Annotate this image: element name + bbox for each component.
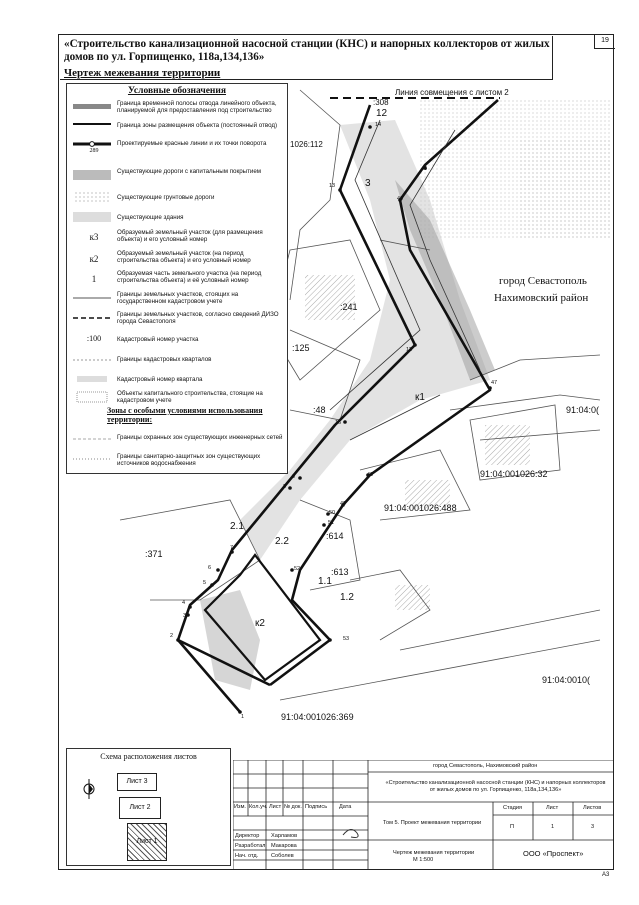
parcel-label: :241 — [340, 302, 358, 312]
point-label: 3 — [183, 613, 187, 619]
point-label: 13 — [329, 183, 336, 189]
legend-item: Образуемая часть земельного участка (на период строительства объекта) и её условный номер — [117, 270, 262, 284]
stamp-role: Разработал — [235, 843, 266, 849]
stamp-name: Макарова — [271, 843, 297, 849]
schema-sheet-1: Лист 1 — [127, 823, 167, 861]
dotted-area — [520, 140, 610, 240]
drawing-subtitle: Чертеж межевания территории — [64, 67, 221, 79]
stamp-stage: П — [510, 824, 515, 830]
parcel-label: :48 — [313, 405, 326, 415]
paved-road-symbol — [73, 170, 111, 180]
quarter-label: 91:04:0( — [566, 405, 600, 415]
point-label: 46 — [397, 196, 404, 202]
legend-item: Образуемый земельный участок (для размещения объекта) и его условный номер — [117, 229, 263, 243]
legend-item: Граница зоны размещения объекта (постоянный отвод) — [117, 122, 278, 129]
point-label: 5 — [203, 580, 207, 586]
point-label: 50 — [329, 510, 336, 516]
drawing-title: «Строительство канализационной насосной станции (КНС) и напорных коллекторов от жилых домов по ул. Горпищенко, 118а,134,136» — [64, 38, 550, 63]
point-label: 9 — [292, 474, 296, 480]
stamp-sheets-header: Листов — [583, 805, 602, 811]
point-label: 14 — [375, 122, 382, 128]
zones-title: Зоны с особыми условиями использования территории: — [107, 406, 263, 424]
stamp-col-header: № док. — [284, 804, 302, 810]
legend-item: Граница временной полосы отвода линейного объекта, планируемой для предоставления под строительство — [117, 100, 277, 114]
parcel-label: 1.1 — [318, 576, 332, 587]
point-label: 47 — [491, 380, 498, 386]
legend-item: Границы кадастровых кварталов — [117, 356, 212, 363]
schema-sheet-3: Лист 3 — [117, 773, 157, 791]
stamp-name: Соболев — [271, 853, 294, 859]
legend-item: Границы земельных участков, стоящих на государственном кадастровом учете — [117, 291, 239, 305]
stamp-drawing: Чертеж межевания территории — [393, 850, 475, 856]
temp-strip-symbol — [73, 104, 111, 109]
parcel-label: к1 — [415, 392, 425, 403]
stamp-sheets: 3 — [591, 824, 595, 830]
legend-symbol-text: :100 — [86, 334, 102, 343]
legend-item: Образуемый земельный участок (на период строительства объекта) и его условный номер — [117, 250, 251, 264]
parcel-label: 2.2 — [275, 536, 289, 547]
schema-title: Схема расположения листов — [100, 752, 197, 761]
point-label: 16 — [335, 420, 342, 426]
dirt-road-symbol — [73, 192, 111, 202]
sheet-layout-schema — [66, 748, 231, 866]
title-block — [233, 760, 614, 870]
point-label: 12 — [406, 347, 413, 353]
stamp-stage-header: Стадия — [503, 805, 523, 811]
parcel-label: 1.2 — [340, 592, 354, 603]
parcel-label: 12 — [376, 108, 388, 119]
stamp-col-header: Изм. — [234, 804, 246, 810]
schema-sheet-2: Лист 2 — [119, 797, 161, 819]
point-label: 48 — [367, 472, 374, 478]
building — [485, 425, 530, 465]
alignment-label: Линия совмещения с листом 2 — [395, 88, 509, 97]
stamp-volume: Том 5. Проект межевания территории — [383, 820, 482, 826]
parcel-label: :614 — [326, 531, 344, 541]
legend-symbol-text: к2 — [89, 254, 99, 264]
point-label: 7 — [230, 545, 234, 551]
parcel-label: :125 — [292, 343, 310, 353]
point-label: 4 — [182, 600, 186, 606]
parcel-label: :308 — [373, 98, 389, 107]
legend-symbol-text: 1 — [91, 274, 97, 284]
sheet-number: 19 — [594, 34, 615, 49]
legend-item: Объекты капитального строительства, стоящие на кадастровом учете — [117, 390, 263, 404]
quarter-label: 91:04:001026:369 — [281, 712, 354, 722]
legend-item: Границы земельных участков, согласно сведений ДИЗО города Севастополя — [117, 311, 279, 325]
quarter-label: 91:04:001026:32 — [480, 469, 548, 479]
stamp-company: ООО «Проспект» — [523, 849, 584, 858]
point-label: 8 — [283, 484, 287, 490]
legend-symbol-text: к3 — [89, 232, 99, 242]
stamp-name: Харламов — [271, 833, 298, 839]
paper-format: А3 — [602, 872, 610, 878]
parcel-label: к2 — [255, 618, 265, 629]
legend-title: Условные обозначения — [127, 86, 227, 96]
stamp-role: Нач. отд. — [235, 853, 259, 859]
parcel-label: :371 — [145, 549, 163, 559]
quarter-label: 91:04:001026:488 — [384, 503, 457, 513]
point-label: 52 — [294, 566, 301, 572]
turn-point-symbol — [90, 142, 95, 147]
stamp-sheet-header: Лист — [546, 805, 559, 811]
parcel-label: 2.1 — [230, 521, 244, 532]
district-label: Нахимовский район — [494, 292, 589, 304]
stamp-project: «Строительство канализационной насосной станции (КНС) и напорных коллекторов от жилых домов по ул. Горпищенко, 118а,134,136» — [385, 780, 606, 793]
legend-zone-item: Границы санитарно-защитных зон существующих источников водоснабжения — [117, 453, 261, 467]
stamp-location: город Севастополь, Нахимовский район — [433, 763, 538, 769]
legend-item: Кадастровый номер квартала — [117, 376, 203, 383]
point-label: 45 — [421, 166, 428, 172]
stamp-role: Директор — [235, 833, 260, 839]
legend-item: Проектируемые красные линии и их точки поворота — [117, 140, 267, 147]
building — [395, 585, 430, 610]
point-label: 6 — [208, 565, 212, 571]
legend-zone-item: Границы охранных зон существующих инженерных сетей — [117, 434, 283, 441]
legend-item: Кадастровый номер участка — [117, 336, 199, 343]
parcel-label: 3 — [365, 178, 371, 189]
legend — [66, 83, 288, 474]
quarter-label: 91:04:0010( — [542, 675, 591, 685]
parcel-label: :613 — [331, 567, 349, 577]
parcel-label: 1026:112 — [290, 140, 323, 149]
capital-object-symbol — [77, 392, 107, 402]
point-label: 49 — [340, 501, 347, 507]
legend-item: Существующие дороги с капитальным покрытием — [117, 168, 262, 175]
legend-item: Существующие здания — [117, 214, 184, 221]
stamp-col-header: Кол.уч. — [249, 804, 268, 810]
point-label: 51 — [328, 520, 335, 526]
legend-symbol-text: 289 — [89, 148, 99, 154]
stamp-col-header: Лист — [269, 804, 282, 810]
point-label: 53 — [343, 636, 350, 642]
city-label: город Севастополь — [499, 275, 587, 287]
building-symbol — [73, 212, 111, 222]
quarter-number-symbol — [77, 376, 107, 382]
point-label: 1 — [241, 714, 245, 720]
signature — [343, 829, 358, 837]
legend-item: Существующие грунтовые дороги — [117, 194, 215, 201]
stamp-scale: М 1:500 — [413, 857, 434, 863]
point-label: 2 — [170, 633, 174, 639]
stamp-sheet: 1 — [551, 824, 555, 830]
building — [305, 275, 355, 320]
stamp-col-header: Дата — [339, 804, 352, 810]
stamp-col-header: Подпись — [305, 804, 328, 810]
